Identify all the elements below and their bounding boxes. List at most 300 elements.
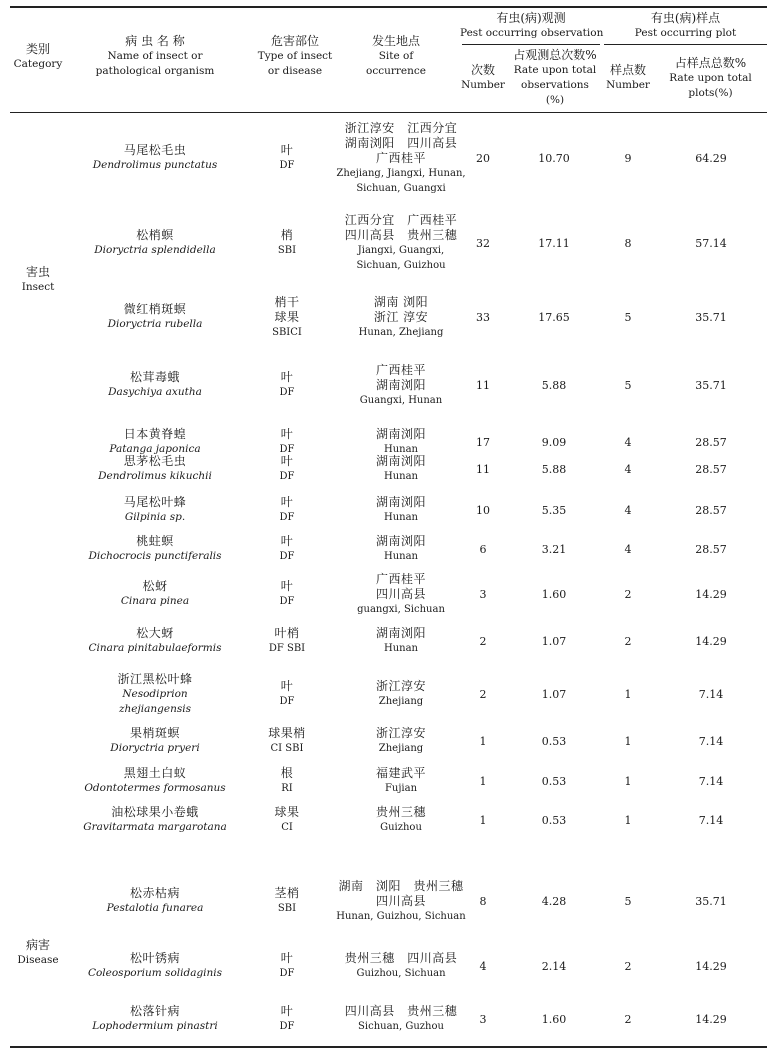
row-15-type-line: DF <box>279 968 295 979</box>
header-category <box>10 42 66 72</box>
row-4-name-line: 日本黄脊蝗 <box>123 427 187 441</box>
header-name-en1: Name of insect or <box>107 50 203 62</box>
row-14-name-line: Pestalotia funarea <box>106 902 204 914</box>
row-0-type-line: 叶 <box>280 143 294 157</box>
row-12-name <box>70 766 240 796</box>
header-obs-number-cn: 次数 <box>470 63 495 77</box>
row-7-obs-number <box>460 542 506 557</box>
row-2-type <box>248 295 326 340</box>
header-site <box>340 34 452 79</box>
row-10-site <box>326 679 476 709</box>
row-14-site <box>326 879 476 924</box>
row-6-type-line: 叶 <box>280 495 294 509</box>
header-obs-rate-en2: observations <box>521 79 589 91</box>
row-7-site-line: 湖南浏阳 <box>375 534 426 548</box>
row-16-site-line: 四川高县 贵州三穗 <box>344 1004 458 1018</box>
row-10-site-line: Zhejiang <box>378 696 424 707</box>
row-10-type-line: 叶 <box>280 679 294 693</box>
header-obs-en: Pest occurring observation <box>460 27 604 39</box>
row-5-name <box>70 454 240 484</box>
row-7-plot-number-line: 4 <box>624 542 632 556</box>
row-7-site-line: Hunan <box>383 551 418 562</box>
row-3-obs-rate <box>506 378 602 393</box>
row-8-site-line: 四川高县 <box>375 586 426 601</box>
row-4-plot-rate <box>652 435 770 450</box>
row-2-type-line: 球果 <box>274 309 300 324</box>
row-4-plot-rate-line: 28.57 <box>695 435 727 449</box>
row-12-site <box>326 766 476 796</box>
row-15-site-line: Guizhou, Sichuan <box>356 968 446 979</box>
row-4-name <box>70 427 240 457</box>
row-5-site-line: Hunan <box>383 471 418 482</box>
row-16-type-line: DF <box>279 1021 295 1032</box>
row-8-site-line: 广西桂平 <box>375 571 426 586</box>
row-16-name-line: 松落针病 <box>129 1004 180 1018</box>
row-1-name-line: Dioryctria splendidella <box>94 244 216 256</box>
row-13-type-line: 球果 <box>274 805 300 819</box>
row-11-site-line: Zhejiang <box>378 743 424 754</box>
row-16-obs-rate-line: 1.60 <box>541 1012 567 1026</box>
row-8-name-line: 松蚜 <box>142 579 168 593</box>
row-10-obs-rate-line: 1.07 <box>541 687 567 701</box>
header-obs-rate-cn: 占观测总次数% <box>513 48 597 62</box>
row-2-plot-number-line: 5 <box>624 310 632 324</box>
row-9-site-line: 湖南浏阳 <box>375 626 426 640</box>
row-8-type-line: DF <box>279 596 295 607</box>
row-16-type-line: 叶 <box>280 1004 294 1018</box>
row-0-obs-rate <box>506 151 602 166</box>
row-1-name-line: 松梢螟 <box>136 228 174 242</box>
row-5-obs-rate <box>506 462 602 477</box>
row-11-plot-number-line: 1 <box>624 734 632 748</box>
row-11-obs-rate <box>506 734 602 749</box>
row-3-name-line: Dasychiya axutha <box>108 386 202 398</box>
row-0-site-line: 广西桂平 <box>375 150 426 165</box>
row-14-name <box>70 886 240 916</box>
row-14-obs-number <box>460 894 506 909</box>
row-9-obs-number <box>460 634 506 649</box>
row-3-type-line: DF <box>279 387 295 398</box>
row-8-obs-rate-line: 1.60 <box>541 587 567 601</box>
row-16-site-line: Sichuan, Guzhou <box>358 1021 444 1032</box>
row-5-plot-number-line: 4 <box>624 462 632 476</box>
row-11-site-line: 浙江淳安 <box>375 726 426 740</box>
row-16-plot-rate <box>652 1012 770 1027</box>
row-0-site-line: 湖南浏阳 四川高县 <box>344 135 458 150</box>
row-16-obs-number-line: 3 <box>479 1012 487 1026</box>
row-6-plot-number <box>604 503 652 518</box>
row-14-type <box>248 886 326 916</box>
row-15-obs-number <box>460 959 506 974</box>
row-13-type <box>248 805 326 835</box>
row-12-plot-rate-line: 7.14 <box>698 774 724 788</box>
row-5-site <box>326 454 476 484</box>
row-13-name-line: Gravitarmata margarotana <box>83 821 227 833</box>
row-6-site-line: 湖南浏阳 <box>375 495 426 509</box>
header-site-cn: 发生地点 <box>371 34 420 48</box>
row-9-plot-number <box>604 634 652 649</box>
row-7-obs-rate <box>506 542 602 557</box>
row-1-site-line: Jiangxi, Guangxi, <box>357 245 445 256</box>
row-13-obs-number-line: 1 <box>479 813 487 827</box>
row-9-site-line: Hunan <box>383 643 418 654</box>
row-6-obs-rate-line: 5.35 <box>541 503 567 517</box>
group-disease-en: Disease <box>17 954 59 966</box>
row-4-site-line: 湖南浏阳 <box>375 427 426 441</box>
row-3-plot-rate <box>652 378 770 393</box>
row-15-site <box>326 951 476 981</box>
row-1-plot-number <box>604 236 652 251</box>
row-7-type-line: DF <box>279 551 295 562</box>
row-1-obs-rate <box>506 236 602 251</box>
row-2-obs-number <box>460 310 506 325</box>
row-8-plot-number-line: 2 <box>624 587 632 601</box>
header-obs-number <box>458 63 508 93</box>
row-8-plot-number <box>604 587 652 602</box>
row-3-site <box>326 363 476 408</box>
row-3-type-line: 叶 <box>280 370 294 384</box>
top-rule <box>10 6 767 8</box>
row-4-site <box>326 427 476 457</box>
header-bottom-rule <box>10 112 767 113</box>
row-0-name <box>70 143 240 173</box>
row-9-obs-number-line: 2 <box>479 634 487 648</box>
row-2-plot-rate <box>652 310 770 325</box>
row-1-type-line: SBI <box>277 245 297 256</box>
row-11-obs-number-line: 1 <box>479 734 487 748</box>
row-6-name-line: 马尾松叶蜂 <box>123 495 187 509</box>
row-3-plot-number <box>604 378 652 393</box>
row-0-type-line: DF <box>279 160 295 171</box>
header-obs-rate <box>508 48 602 108</box>
header-plot-number-en: Number <box>606 79 650 91</box>
row-10-type-line: DF <box>279 696 295 707</box>
row-7-obs-rate-line: 3.21 <box>541 542 567 556</box>
row-6-obs-number <box>460 503 506 518</box>
row-14-plot-number <box>604 894 652 909</box>
row-2-type-line: 梢干 <box>274 294 300 309</box>
row-6-site <box>326 495 476 525</box>
row-13-plot-number-line: 1 <box>624 813 632 827</box>
plot-subrule <box>604 44 767 45</box>
row-9-type-line: DF SBI <box>268 643 306 654</box>
row-12-obs-rate-line: 0.53 <box>541 774 567 788</box>
row-7-name-line: 桃蛀螟 <box>136 534 174 548</box>
header-name <box>90 34 220 79</box>
row-7-name-line: Dichocrocis punctiferalis <box>88 550 222 562</box>
row-14-obs-rate-line: 4.28 <box>541 894 567 908</box>
row-14-plot-number-line: 5 <box>624 894 632 908</box>
row-8-plot-rate-line: 14.29 <box>695 587 727 601</box>
obs-subrule <box>462 44 600 45</box>
header-plot-cn: 有虫(病)样点 <box>650 11 721 25</box>
row-10-plot-number <box>604 687 652 702</box>
row-6-type <box>248 495 326 525</box>
header-type-cn: 危害部位 <box>270 34 319 48</box>
row-15-plot-rate <box>652 959 770 974</box>
row-0-type <box>248 143 326 173</box>
row-3-site-line: 广西桂平 <box>375 362 426 377</box>
row-13-obs-number <box>460 813 506 828</box>
row-7-plot-rate <box>652 542 770 557</box>
header-obs-number-en: Number <box>461 79 505 91</box>
row-13-site-line: Guizhou <box>380 822 422 833</box>
row-3-name-line: 松茸毒蛾 <box>129 370 180 384</box>
row-5-name-line: 思茅松毛虫 <box>123 454 187 468</box>
row-16-plot-rate-line: 14.29 <box>695 1012 727 1026</box>
row-1-plot-rate-line: 57.14 <box>695 236 727 250</box>
row-3-obs-number-line: 11 <box>476 378 490 392</box>
row-5-plot-number <box>604 462 652 477</box>
row-3-plot-rate-line: 35.71 <box>695 378 727 392</box>
row-8-plot-rate <box>652 587 770 602</box>
row-2-obs-number-line: 33 <box>476 310 490 324</box>
row-1-site <box>326 213 476 273</box>
row-16-name <box>70 1004 240 1034</box>
row-11-type-line: CI SBI <box>270 743 304 754</box>
row-1-site-line: Sichuan, Guizhou <box>356 260 446 271</box>
row-10-name-line: zhejiangensis <box>119 702 191 715</box>
header-site-en2: occurrence <box>366 65 426 77</box>
group-disease <box>10 938 66 968</box>
header-type-en2: or disease <box>267 65 323 77</box>
row-4-name-line: Patanga japonica <box>109 443 201 455</box>
row-4-obs-rate <box>506 435 602 450</box>
row-10-plot-rate <box>652 687 770 702</box>
row-10-obs-number-line: 2 <box>479 687 487 701</box>
row-10-plot-number-line: 1 <box>624 687 632 701</box>
row-8-obs-number-line: 3 <box>479 587 487 601</box>
row-16-type <box>248 1004 326 1034</box>
row-2-plot-rate-line: 35.71 <box>695 310 727 324</box>
header-site-en1: Site of <box>378 50 414 62</box>
row-16-plot-number <box>604 1012 652 1027</box>
row-1-obs-rate-line: 17.11 <box>538 236 570 250</box>
row-9-type <box>248 626 326 656</box>
row-15-plot-number-line: 2 <box>624 959 632 973</box>
row-12-obs-number-line: 1 <box>479 774 487 788</box>
row-13-plot-rate-line: 7.14 <box>698 813 724 827</box>
row-3-type <box>248 370 326 400</box>
row-9-name-line: Cinara pinitabulaeformis <box>88 642 222 654</box>
row-14-name-line: 松赤枯病 <box>129 886 180 900</box>
header-plot-number-cn: 样点数 <box>609 63 646 77</box>
row-9-type-line: 叶梢 <box>274 626 300 640</box>
row-13-site <box>326 805 476 835</box>
row-1-obs-number <box>460 236 506 251</box>
row-4-obs-rate-line: 9.09 <box>541 435 567 449</box>
row-6-name-line: Gilpinia sp. <box>124 511 186 523</box>
row-4-obs-number <box>460 435 506 450</box>
row-16-obs-rate <box>506 1012 602 1027</box>
row-12-name-line: Odontotermes formosanus <box>84 782 226 794</box>
row-15-plot-number <box>604 959 652 974</box>
row-2-plot-number <box>604 310 652 325</box>
row-1-type-line: 梢 <box>280 228 294 242</box>
row-4-plot-number-line: 4 <box>624 435 632 449</box>
row-7-site <box>326 534 476 564</box>
row-7-type <box>248 534 326 564</box>
row-15-obs-rate <box>506 959 602 974</box>
row-15-name-line: Coleosporium solidaginis <box>87 967 223 979</box>
header-plot-rate <box>654 56 767 101</box>
header-name-cn: 病 虫 名 称 <box>125 34 185 48</box>
bottom-rule <box>10 1046 767 1048</box>
row-11-plot-rate <box>652 734 770 749</box>
row-12-obs-rate <box>506 774 602 789</box>
row-16-obs-number <box>460 1012 506 1027</box>
row-5-plot-rate <box>652 462 770 477</box>
row-11-obs-rate-line: 0.53 <box>541 734 567 748</box>
row-9-site <box>326 626 476 656</box>
row-5-type-line: DF <box>279 471 295 482</box>
row-4-obs-number-line: 17 <box>476 435 490 449</box>
row-10-type <box>248 679 326 709</box>
row-6-name <box>70 495 240 525</box>
row-5-type <box>248 454 326 484</box>
header-plot-rate-en2: plots(%) <box>688 87 733 99</box>
row-11-name-line: 果梢斑螟 <box>129 726 180 740</box>
row-13-obs-rate <box>506 813 602 828</box>
row-6-plot-rate <box>652 503 770 518</box>
header-obs-cn: 有虫(病)观测 <box>496 11 566 25</box>
row-2-name-line: 微红梢斑螟 <box>123 302 187 316</box>
row-1-name <box>70 228 240 258</box>
row-12-site-line: 福建武平 <box>375 766 426 780</box>
row-1-plot-rate <box>652 236 770 251</box>
row-13-name-line: 油松球果小卷蛾 <box>111 805 199 819</box>
row-11-name <box>70 726 240 756</box>
row-8-type <box>248 579 326 609</box>
row-11-obs-number <box>460 734 506 749</box>
row-3-obs-number <box>460 378 506 393</box>
row-7-plot-rate-line: 28.57 <box>695 542 727 556</box>
row-12-type-line: 根 <box>280 766 294 780</box>
row-9-name <box>70 626 240 656</box>
row-8-site-line: guangxi, Sichuan <box>357 603 445 615</box>
row-5-type-line: 叶 <box>280 454 294 468</box>
row-0-site-line: 浙江淳安 江西分宜 <box>344 120 458 135</box>
header-plot <box>604 11 767 41</box>
row-9-plot-number-line: 2 <box>624 634 632 648</box>
row-0-plot-number <box>604 151 652 166</box>
row-3-obs-rate-line: 5.88 <box>541 378 567 392</box>
row-14-site-line: 四川高县 <box>375 893 426 908</box>
row-14-plot-rate-line: 35.71 <box>695 894 727 908</box>
row-14-obs-rate <box>506 894 602 909</box>
row-7-type-line: 叶 <box>280 534 294 548</box>
row-0-name-line: 马尾松毛虫 <box>123 143 187 157</box>
row-12-type <box>248 766 326 796</box>
row-13-obs-rate-line: 0.53 <box>541 813 567 827</box>
row-8-type-line: 叶 <box>280 579 294 593</box>
row-5-obs-rate-line: 5.88 <box>541 462 567 476</box>
row-10-site-line: 浙江淳安 <box>375 679 426 693</box>
group-disease-cn: 病害 <box>25 938 50 952</box>
header-obs-rate-en1: Rate upon total <box>513 64 597 76</box>
row-15-name <box>70 951 240 981</box>
row-2-type-line: SBICI <box>272 326 302 338</box>
row-2-site <box>326 295 476 340</box>
row-13-plot-rate <box>652 813 770 828</box>
row-10-plot-rate-line: 7.14 <box>698 687 724 701</box>
row-8-name <box>70 579 240 609</box>
row-6-plot-rate-line: 28.57 <box>695 503 727 517</box>
row-2-obs-rate <box>506 310 602 325</box>
row-0-plot-number-line: 9 <box>624 151 632 165</box>
row-8-obs-rate <box>506 587 602 602</box>
row-10-obs-number <box>460 687 506 702</box>
row-5-plot-rate-line: 28.57 <box>695 462 727 476</box>
row-13-site-line: 贵州三穗 <box>375 805 426 819</box>
row-4-type-line: DF <box>279 444 295 455</box>
row-1-type <box>248 228 326 258</box>
row-11-name-line: Dioryctria pryeri <box>110 742 200 754</box>
row-14-site-line: 湖南 浏阳 贵州三穗 <box>338 878 464 893</box>
row-5-name-line: Dendrolimus kikuchii <box>98 470 212 482</box>
row-15-obs-number-line: 4 <box>479 959 487 973</box>
row-8-obs-number <box>460 587 506 602</box>
row-2-site-line: 浙江 淳安 <box>373 309 429 324</box>
row-1-site-line: 四川高县 贵州三穗 <box>344 228 458 242</box>
row-16-name-line: Lophodermium pinastri <box>92 1020 218 1032</box>
row-11-site <box>326 726 476 756</box>
row-2-name-line: Dioryctria rubella <box>107 318 203 330</box>
row-9-obs-rate-line: 1.07 <box>541 634 567 648</box>
row-4-type-line: 叶 <box>280 427 294 441</box>
row-3-name <box>70 370 240 400</box>
row-16-site <box>326 1004 476 1034</box>
header-plot-rate-en1: Rate upon total <box>669 72 752 84</box>
row-0-plot-rate <box>652 151 770 166</box>
row-3-site-line: 湖南浏阳 <box>375 377 426 392</box>
row-12-plot-rate <box>652 774 770 789</box>
row-12-plot-number-line: 1 <box>624 774 632 788</box>
header-category-cn: 类别 <box>25 42 50 56</box>
row-0-name-line: Dendrolimus punctatus <box>92 159 218 171</box>
header-type-en1: Type of insect <box>257 50 333 62</box>
row-12-site-line: Fujian <box>384 783 418 794</box>
row-14-obs-number-line: 8 <box>479 894 487 908</box>
row-5-site-line: 湖南浏阳 <box>375 454 426 468</box>
row-2-site-line: 湖南 浏阳 <box>373 294 429 309</box>
row-0-obs-number-line: 20 <box>476 151 490 165</box>
row-11-plot-rate-line: 7.14 <box>698 734 724 748</box>
row-8-site <box>326 572 476 617</box>
row-13-type-line: CI <box>281 822 293 833</box>
row-0-obs-number <box>460 151 506 166</box>
row-13-plot-number <box>604 813 652 828</box>
row-4-plot-number <box>604 435 652 450</box>
row-6-type-line: DF <box>279 512 295 523</box>
row-8-name-line: Cinara pinea <box>120 595 190 607</box>
row-7-obs-number-line: 6 <box>479 542 487 556</box>
row-15-plot-rate-line: 14.29 <box>695 959 727 973</box>
row-2-site-line: Hunan, Zhejiang <box>358 326 444 338</box>
row-15-site-line: 贵州三穗 四川高县 <box>344 951 458 965</box>
row-14-site-line: Hunan, Guizhou, Sichuan <box>336 910 466 922</box>
header-obs <box>460 11 602 41</box>
row-15-type <box>248 951 326 981</box>
row-11-plot-number <box>604 734 652 749</box>
row-9-name-line: 松大蚜 <box>136 626 174 640</box>
row-4-site-line: Hunan <box>383 444 418 455</box>
header-plot-rate-cn: 占样点总数% <box>674 56 747 70</box>
row-16-plot-number-line: 2 <box>624 1012 632 1026</box>
row-3-plot-number-line: 5 <box>624 378 632 392</box>
row-2-obs-rate-line: 17.65 <box>538 310 570 324</box>
row-15-obs-rate-line: 2.14 <box>541 959 567 973</box>
